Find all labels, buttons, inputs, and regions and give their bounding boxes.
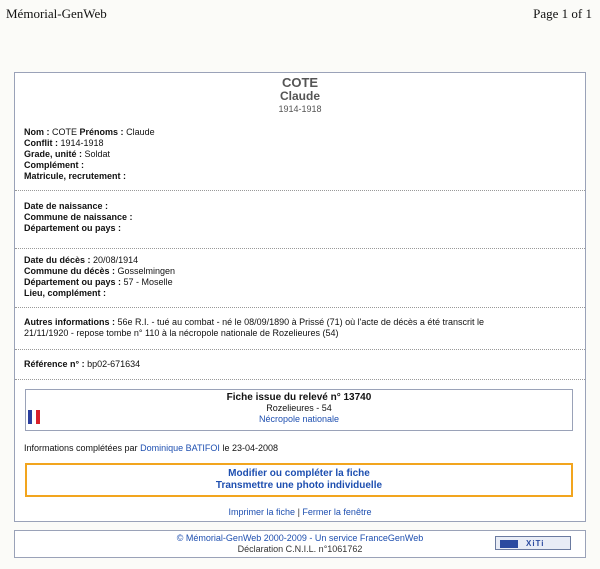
death-lieu-label: Lieu, complément : <box>24 288 107 298</box>
contributor-link[interactable]: Dominique BATIFOI <box>140 443 220 453</box>
person-title <box>15 73 585 114</box>
releve-box <box>25 389 573 431</box>
releve-title: Fiche issue du relevé n° 13740 <box>226 392 372 403</box>
matricule-label: Matricule, recrutement : <box>24 171 127 181</box>
complement-label: Complément : <box>24 160 85 170</box>
matricule-row <box>24 171 576 182</box>
modify-record-link[interactable]: Modifier ou compléter la fiche <box>228 468 370 479</box>
necropole-link[interactable]: Nécropole nationale <box>258 414 340 424</box>
death-dept-row <box>24 277 576 288</box>
death-commune-value: Gosselmingen <box>117 266 176 276</box>
person-surname: COTE <box>281 75 319 90</box>
grade-row <box>24 149 576 160</box>
bottom-bar <box>14 530 586 558</box>
nom-label: Nom : <box>24 127 50 137</box>
site-header: Mémorial-GenWeb <box>6 6 107 21</box>
reference-value: bp02-671634 <box>87 359 141 369</box>
link-separator: | <box>297 507 300 517</box>
death-dept-value: 57 - Moselle <box>123 277 173 287</box>
complement-row <box>24 160 576 171</box>
close-window-link[interactable]: Fermer la fenêtre <box>302 507 372 517</box>
completed-date: le 23-04-2008 <box>222 443 278 453</box>
birth-date-label: Date de naissance : <box>24 201 109 211</box>
death-commune-row <box>24 266 576 277</box>
other-info-line-1 <box>24 317 576 328</box>
birth-date-row <box>24 201 576 212</box>
birth-commune-label: Commune de naissance : <box>24 212 133 222</box>
conflit-row <box>24 138 576 149</box>
birth-dept-row <box>24 223 576 234</box>
death-date-row <box>24 255 576 266</box>
death-date-label: Date du décès : <box>24 255 91 265</box>
print-link[interactable]: Imprimer la fiche <box>228 507 296 517</box>
send-photo-link[interactable]: Transmettre une photo individuelle <box>215 480 383 491</box>
person-years: 1914-1918 <box>278 104 322 114</box>
actions-box <box>25 463 573 497</box>
reference-row <box>24 359 576 370</box>
completed-prefix: Informations complétées par <box>24 443 138 453</box>
name-row <box>24 127 576 138</box>
cnil-line: Déclaration C.N.I.L. n°1061762 <box>237 544 363 554</box>
identity-section <box>15 127 585 191</box>
conflit-label: Conflit : <box>24 138 58 148</box>
record-card <box>14 72 586 522</box>
copyright-line[interactable]: © Mémorial-GenWeb 2000-2009 - Un service FranceGenWeb <box>176 533 424 543</box>
prenoms-value: Claude <box>126 127 155 137</box>
reference-section <box>15 359 585 380</box>
grade-label: Grade, unité : <box>24 149 83 159</box>
person-firstname: Claude <box>279 89 320 103</box>
footer-links <box>15 507 585 517</box>
conflit-value: 1914-1918 <box>60 138 104 148</box>
death-date-value: 20/08/1914 <box>93 255 139 265</box>
other-info-line-2: 21/11/1920 - repose tombe n° 110 à la nécropole nationale de Rozelieures (54) <box>24 328 339 338</box>
reference-label: Référence n° : <box>24 359 85 369</box>
xiti-chart-icon <box>500 540 518 548</box>
other-info-label: Autres informations : <box>24 317 116 327</box>
birth-section <box>15 201 585 249</box>
death-dept-label: Département ou pays : <box>24 277 122 287</box>
prenoms-label: Prénoms : <box>79 127 124 137</box>
french-flag-icon <box>28 410 40 424</box>
death-lieu-row <box>24 288 576 299</box>
xiti-badge[interactable] <box>495 536 571 550</box>
birth-commune-row <box>24 212 576 223</box>
xiti-label: XiTi <box>526 539 545 548</box>
releve-place: Rozelieures - 54 <box>266 403 332 413</box>
other-info-text-1: 56e R.I. - tué au combat - né le 08/09/1890 à Prissé (71) où l'acte de décès a été transcrit le <box>117 317 484 327</box>
other-info-section <box>15 317 585 350</box>
birth-dept-label: Département ou pays : <box>24 223 122 233</box>
grade-value: Soldat <box>84 149 111 159</box>
page-count: Page 1 of 1 <box>533 6 592 21</box>
death-commune-label: Commune du décès : <box>24 266 116 276</box>
death-section <box>15 255 585 308</box>
completed-by <box>24 443 278 453</box>
nom-value: COTE <box>52 127 78 137</box>
